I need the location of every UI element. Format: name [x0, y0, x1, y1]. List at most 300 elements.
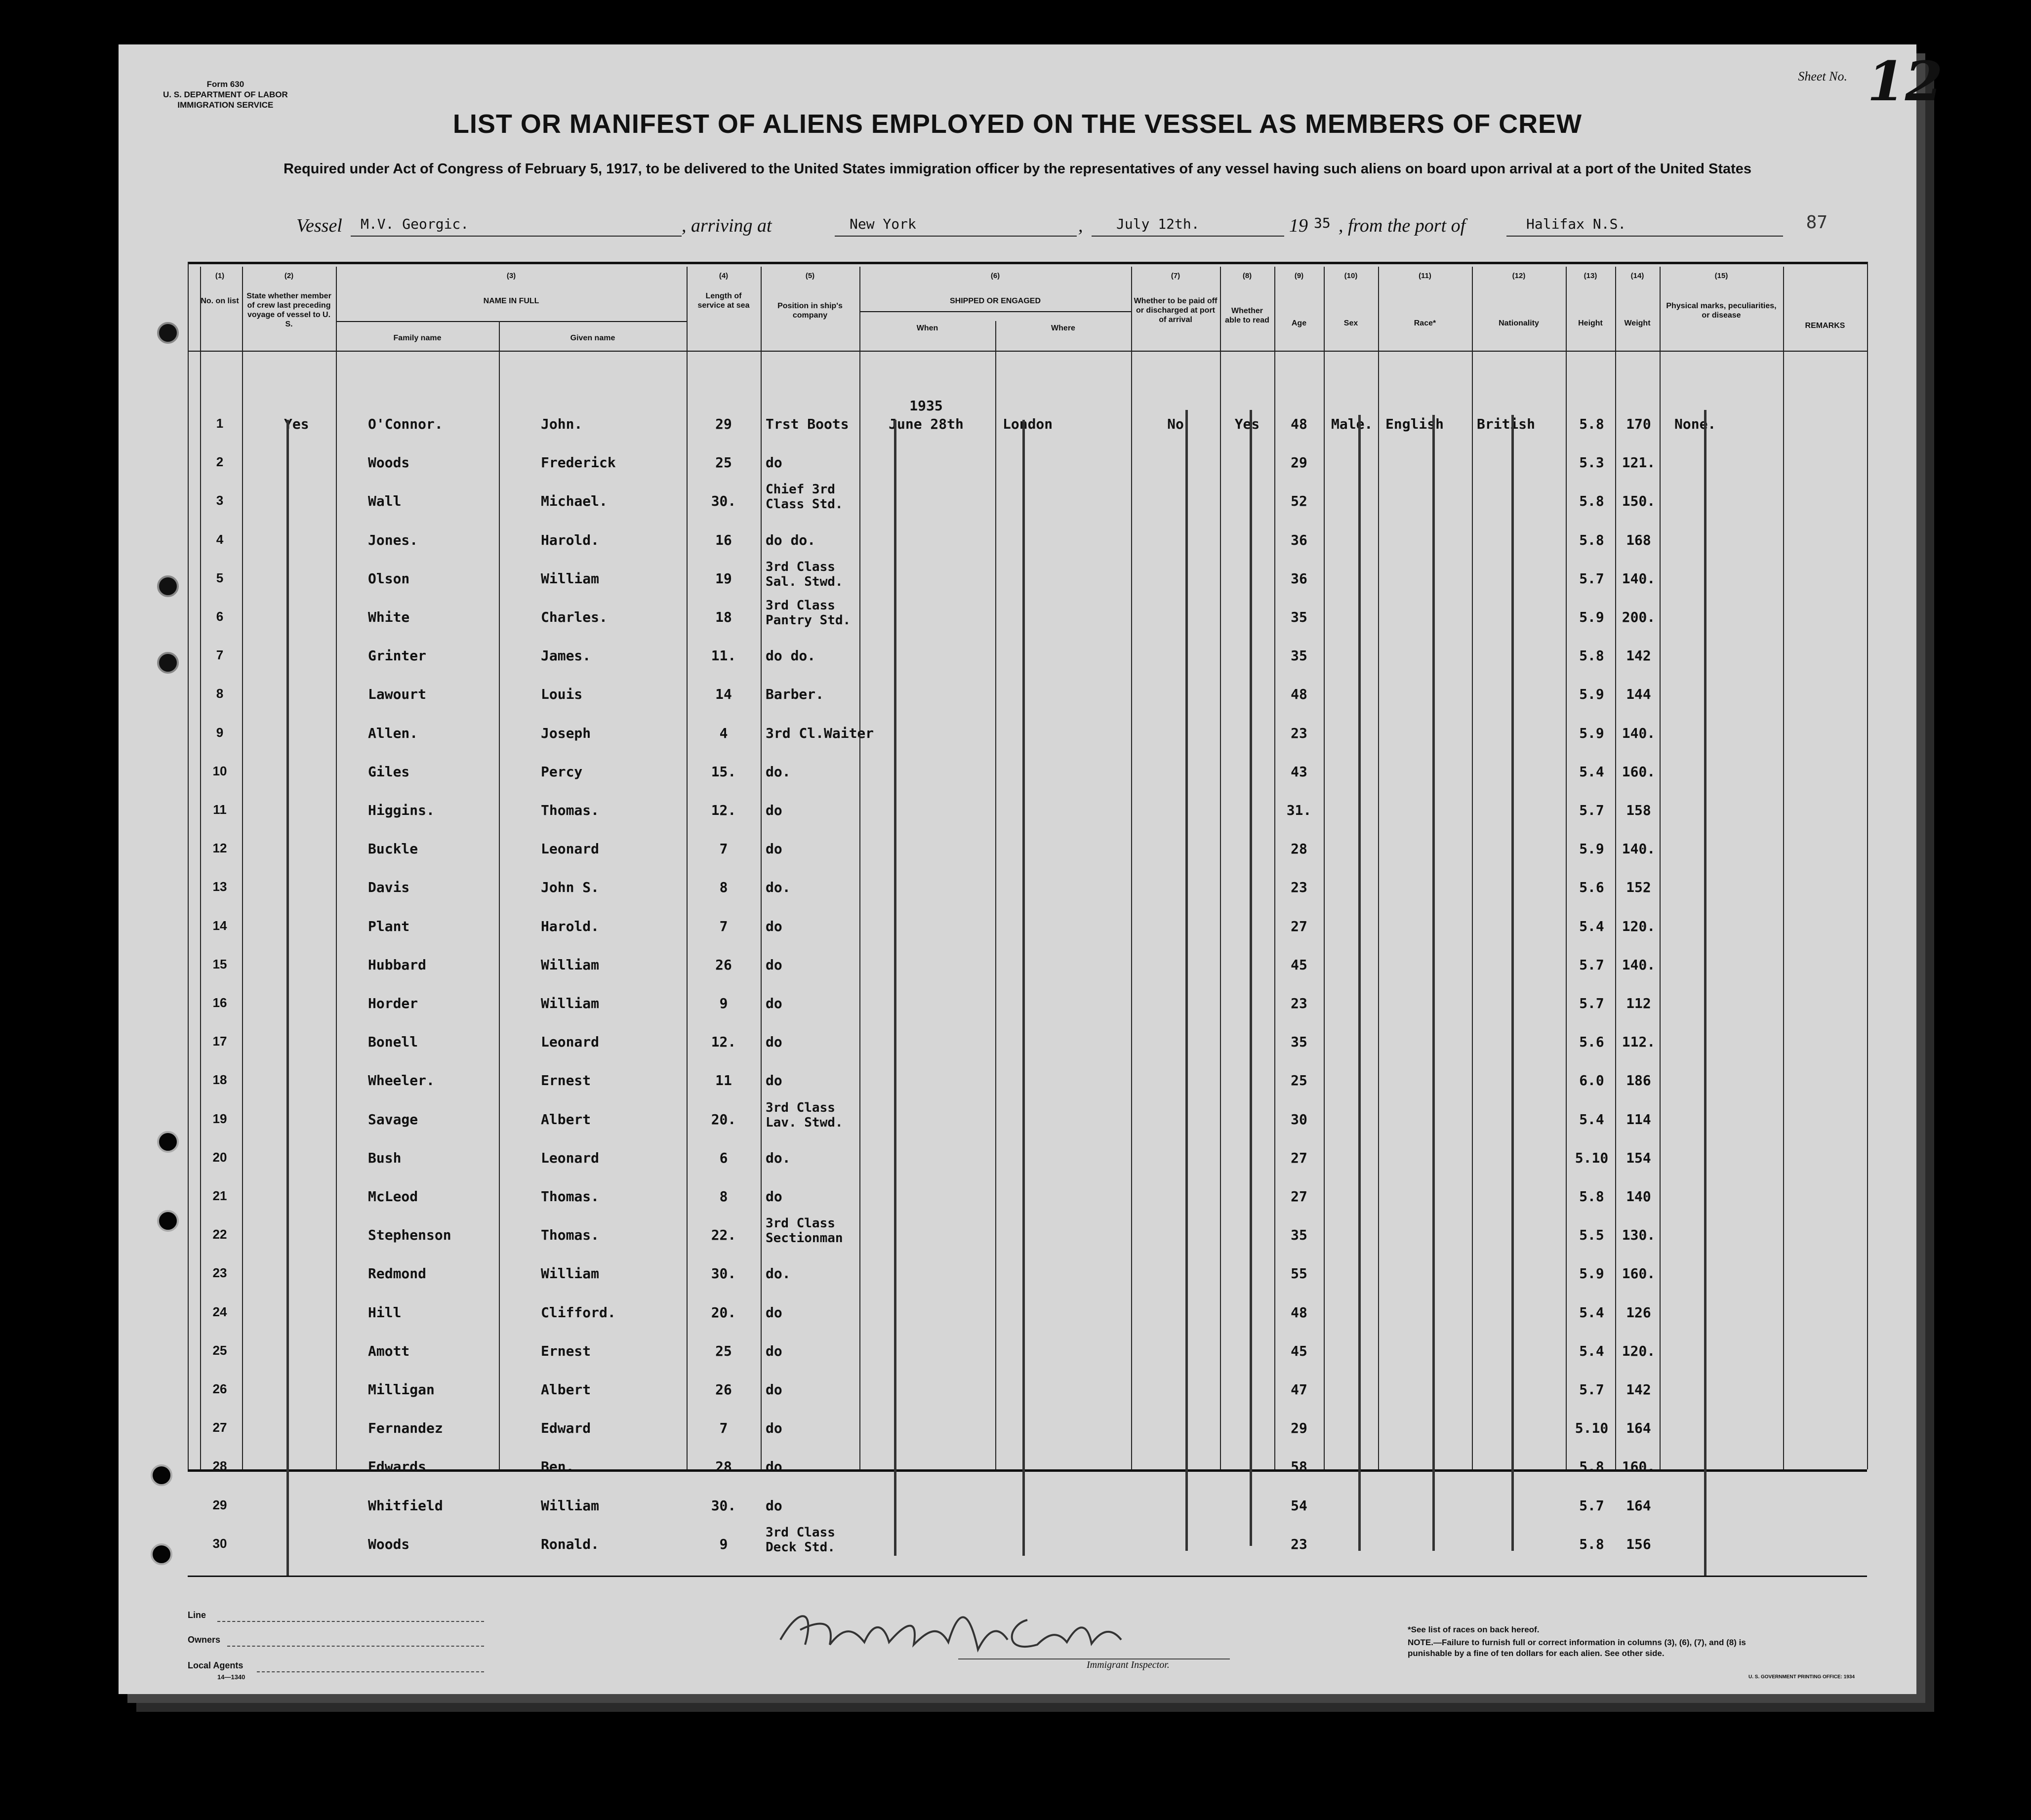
- cell-service: 7: [719, 918, 728, 934]
- cell-height: 5.8: [1579, 1536, 1604, 1552]
- cell-height: 5.9: [1579, 725, 1604, 741]
- cell-height: 5.10: [1575, 1420, 1609, 1437]
- cell-paid-off: No: [1167, 416, 1184, 432]
- cell-when: June 28th: [889, 416, 964, 432]
- vessel-info-line: Vessel M.V. Georgic. , arriving at New York , July 12th. 19 35 , from the port of Halifax N.S.: [296, 215, 1803, 240]
- cell-service: 22.: [711, 1227, 736, 1244]
- binder-hole: [157, 575, 179, 597]
- cell-height: 5.6: [1579, 879, 1604, 896]
- cell-given: Ernest: [541, 1072, 591, 1089]
- col-number-4: (4): [719, 272, 729, 280]
- cell-position: 3rd Class Sal. Stwd.: [766, 559, 843, 589]
- cell-service: 8: [719, 1188, 728, 1205]
- cell-family: Jones.: [368, 531, 418, 548]
- cell-position: do.: [766, 1265, 791, 1282]
- ditto-line-marks: [1704, 410, 1706, 1576]
- cell-weight: 112: [1626, 995, 1651, 1011]
- cell-given: William: [541, 956, 600, 973]
- cell-age: 45: [1291, 956, 1307, 973]
- binder-hole: [157, 1210, 179, 1232]
- cell-family: Milligan: [368, 1381, 435, 1398]
- cell-position: do: [766, 1342, 782, 1359]
- year-value: 35: [1314, 215, 1331, 231]
- race-note: *See list of races on back hereof.: [1408, 1625, 1540, 1634]
- column-line: [1660, 267, 1661, 1469]
- cell-weight: 140.: [1622, 570, 1656, 587]
- cell-age: 29: [1291, 454, 1307, 471]
- cell-age: 29: [1291, 1420, 1307, 1437]
- cell-given: Thomas.: [541, 802, 600, 818]
- cell-family: Davis: [368, 879, 410, 896]
- cell-position: do.: [766, 1149, 791, 1166]
- cell-position: do: [766, 1072, 782, 1089]
- cell-height: 5.8: [1579, 416, 1604, 432]
- cell-weight: 170: [1626, 416, 1651, 432]
- cell-service: 7: [719, 1420, 728, 1437]
- cell-family: Hubbard: [368, 956, 427, 973]
- arrival-date: July 12th.: [1116, 216, 1200, 232]
- cell-position: do: [766, 1381, 782, 1398]
- cell-no: 29: [212, 1497, 227, 1512]
- cell-family: Allen.: [368, 725, 418, 741]
- cell-family: Fernandez: [368, 1420, 443, 1437]
- col-number-9: (9): [1294, 272, 1304, 280]
- cell-position: Barber.: [766, 686, 824, 703]
- col-number-2: (2): [284, 272, 294, 280]
- cell-given: Thomas.: [541, 1188, 600, 1205]
- cell-given: Joseph: [541, 725, 591, 741]
- cell-no: 19: [212, 1111, 227, 1126]
- cell-age: 52: [1291, 493, 1307, 510]
- cell-family: Buckle: [368, 841, 418, 857]
- cell-family: Wall: [368, 493, 402, 510]
- cell-weight: 120.: [1622, 1342, 1656, 1359]
- column-line: [1566, 267, 1567, 1469]
- cell-given: John.: [541, 416, 583, 432]
- cell-nationality: British: [1477, 416, 1536, 432]
- cell-position: do: [766, 995, 782, 1011]
- cell-given: Percy: [541, 763, 583, 780]
- ditto-line-nationality: [1511, 415, 1514, 1551]
- cell-family: Stephenson: [368, 1227, 451, 1244]
- cell-no: 24: [212, 1304, 227, 1319]
- col-number-6: (6): [990, 272, 1000, 280]
- cell-no: 7: [216, 647, 224, 663]
- inspector-signature: [771, 1600, 1126, 1659]
- cell-height: 5.8: [1579, 647, 1604, 664]
- cell-age: 23: [1291, 879, 1307, 896]
- header-paid-off: Whether to be paid off or discharged at port of arrival: [1134, 297, 1218, 324]
- cell-position: 3rd Cl.Waiter: [766, 725, 874, 741]
- ditto-line-where: [1022, 420, 1025, 1556]
- header-when: When: [916, 324, 938, 332]
- cell-age: 35: [1291, 647, 1307, 664]
- cell-height: 5.7: [1579, 1381, 1604, 1398]
- cell-height: 5.4: [1579, 1111, 1604, 1128]
- sheet-number-block: [1798, 49, 1943, 113]
- cell-no: 23: [212, 1265, 227, 1281]
- cell-no: 26: [212, 1381, 227, 1396]
- cell-height: 5.10: [1575, 1149, 1609, 1166]
- cell-weight: 140: [1626, 1188, 1651, 1205]
- cell-height: 5.7: [1579, 802, 1604, 818]
- header-remarks: REMARKS: [1805, 322, 1845, 330]
- col-number-14: (14): [1630, 272, 1644, 280]
- form-number: Form 630: [206, 80, 244, 89]
- header-state-whether: State whether member of crew last preceding voyage of vessel to U. S.: [246, 292, 331, 328]
- cell-family: Giles: [368, 763, 410, 780]
- cell-family: Savage: [368, 1111, 418, 1128]
- cell-family: Grinter: [368, 647, 427, 664]
- cell-age: 25: [1291, 1072, 1307, 1089]
- cell-given: Harold.: [541, 918, 600, 934]
- table-top-rule: [188, 262, 1867, 264]
- cell-age: 36: [1291, 570, 1307, 587]
- cell-position: do.: [766, 763, 791, 780]
- cell-service: 9: [719, 1536, 728, 1552]
- cell-service: 11.: [711, 647, 736, 664]
- col-number-5: (5): [805, 272, 815, 280]
- col-number-15: (15): [1714, 272, 1728, 280]
- cell-no: 25: [212, 1342, 227, 1358]
- cell-weight: 152: [1626, 879, 1651, 896]
- cell-service: 4: [719, 725, 728, 741]
- column-line: [499, 321, 500, 1469]
- cell-age: 36: [1291, 531, 1307, 548]
- header-physical-marks: Physical marks, peculiarities, or disease: [1666, 302, 1777, 320]
- cell-position: do: [766, 918, 782, 934]
- cell-where: London: [1003, 416, 1053, 432]
- cell-family: Hill: [368, 1304, 402, 1321]
- cell-no: 9: [216, 725, 224, 740]
- cell-service: 8: [719, 879, 728, 896]
- cell-weight: 130.: [1622, 1227, 1656, 1244]
- cell-race: English: [1385, 416, 1444, 432]
- cell-family: White: [368, 609, 410, 625]
- cell-no: 2: [216, 454, 224, 470]
- cell-given: Frederick: [541, 454, 616, 471]
- header-length-of-service: Length of service at sea: [697, 292, 750, 310]
- cell-height: 5.3: [1579, 454, 1604, 471]
- arriving-label: , arriving at: [682, 215, 772, 236]
- cell-given: Thomas.: [541, 1227, 600, 1244]
- cell-position: do: [766, 1304, 782, 1321]
- cell-age: 48: [1291, 416, 1307, 432]
- cell-weight: 154: [1626, 1149, 1651, 1166]
- cell-family: Plant: [368, 918, 410, 934]
- cell-no: 15: [212, 956, 227, 971]
- cell-age: 58: [1291, 1458, 1307, 1475]
- cell-height: 5.7: [1579, 570, 1604, 587]
- cell-no: 3: [216, 493, 224, 508]
- cell-given: Charles.: [541, 609, 608, 625]
- departure-port: Halifax N.S.: [1526, 216, 1626, 232]
- cell-no: 8: [216, 686, 224, 701]
- cell-marks: None.: [1674, 416, 1716, 432]
- column-line: [1324, 267, 1325, 1469]
- cell-family: Bush: [368, 1149, 402, 1166]
- cell-age: 27: [1291, 1149, 1307, 1166]
- from-label: , from the port of: [1339, 215, 1466, 236]
- col-number-1: (1): [215, 272, 225, 280]
- header-weight: Weight: [1624, 319, 1651, 327]
- cell-service: 18: [715, 609, 732, 625]
- cell-service: 25: [715, 1342, 732, 1359]
- header-race: Race*: [1414, 319, 1436, 327]
- cell-family: Amott: [368, 1342, 410, 1359]
- column-line: [1220, 267, 1221, 1469]
- penalty-note: NOTE.—Failure to furnish full or correct information in columns (3), (6), (7), and (8) is punishable by a fine of ten dollars for each alien. See other side.: [1408, 1638, 1746, 1658]
- cell-position: do: [766, 1420, 782, 1437]
- cell-age: 23: [1291, 725, 1307, 741]
- binder-hole: [157, 652, 179, 674]
- cell-no: 6: [216, 609, 224, 624]
- cell-given: William: [541, 1497, 600, 1514]
- col-number-3: (3): [506, 272, 516, 280]
- form-identifier: [163, 79, 288, 110]
- cell-family: Wheeler.: [368, 1072, 435, 1089]
- column-line: [687, 267, 688, 1469]
- cell-weight: 142: [1626, 1381, 1651, 1398]
- cell-service: 29: [715, 416, 732, 432]
- cell-no: 10: [212, 763, 227, 778]
- cell-given: William: [541, 570, 600, 587]
- cell-height: 5.8: [1579, 493, 1604, 510]
- binder-hole: [157, 1131, 179, 1153]
- cell-given: John S.: [541, 879, 600, 896]
- cell-weight: 160.: [1622, 1265, 1656, 1282]
- cell-service: 15.: [711, 763, 736, 780]
- column-line: [1274, 267, 1275, 1469]
- cell-read: Yes: [1234, 416, 1260, 432]
- cell-position: do: [766, 802, 782, 818]
- cell-weight: 156: [1626, 1536, 1651, 1552]
- cell-weight: 168: [1626, 531, 1651, 548]
- cell-no: 27: [212, 1420, 227, 1435]
- cell-sex: Male.: [1331, 416, 1373, 432]
- cell-age: 55: [1291, 1265, 1307, 1282]
- cell-weight: 160.: [1622, 1458, 1656, 1475]
- cell-family: Woods: [368, 454, 410, 471]
- header-sex: Sex: [1343, 319, 1358, 327]
- cell-family: Redmond: [368, 1265, 427, 1282]
- column-line: [1131, 267, 1132, 1469]
- cell-service: 30.: [711, 1497, 736, 1514]
- col-number-12: (12): [1512, 272, 1526, 280]
- cell-weight: 112.: [1622, 1034, 1656, 1051]
- cell-weight: 140.: [1622, 841, 1656, 857]
- cell-height: 6.0: [1579, 1072, 1604, 1089]
- cell-no: 16: [212, 995, 227, 1010]
- cell-position: do: [766, 1034, 782, 1051]
- cell-no: 28: [212, 1458, 227, 1474]
- cell-age: 31.: [1286, 802, 1312, 818]
- column-line: [859, 267, 860, 1469]
- cell-service: 16: [715, 531, 732, 548]
- header-shipped-or-engaged: SHIPPED OR ENGAGED: [949, 297, 1041, 305]
- header-given-name: Given name: [570, 334, 615, 342]
- cell-height: 5.9: [1579, 609, 1604, 625]
- cell-height: 5.4: [1579, 1342, 1604, 1359]
- corner-number: 87: [1806, 212, 1828, 233]
- cell-weight: 140.: [1622, 956, 1656, 973]
- ditto-line-sex: [1358, 415, 1361, 1551]
- cell-when-year: 1935: [909, 398, 943, 414]
- cell-service: 9: [719, 995, 728, 1011]
- local-agents-label: Local Agents: [188, 1660, 244, 1670]
- cell-age: 28: [1291, 841, 1307, 857]
- cell-height: 5.4: [1579, 1304, 1604, 1321]
- col-number-10: (10): [1344, 272, 1358, 280]
- column-line: [242, 267, 243, 1469]
- cell-height: 5.5: [1579, 1227, 1604, 1244]
- cell-no: 5: [216, 570, 224, 585]
- column-line: [336, 267, 337, 1469]
- cell-height: 5.7: [1579, 956, 1604, 973]
- cell-age: 30: [1291, 1111, 1307, 1128]
- cell-position: do: [766, 454, 782, 471]
- cell-position: do: [766, 841, 782, 857]
- cell-given: Clifford.: [541, 1304, 616, 1321]
- name-subheader-rule: [336, 321, 687, 322]
- col-number-8: (8): [1242, 272, 1252, 280]
- header-able-to-read: Whether able to read: [1225, 307, 1269, 324]
- cell-given: James.: [541, 647, 591, 664]
- cell-age: 27: [1291, 1188, 1307, 1205]
- cell-service: 7: [719, 841, 728, 857]
- cell-service: 6: [719, 1149, 728, 1166]
- cell-position: do: [766, 1497, 782, 1514]
- cell-age: 47: [1291, 1381, 1307, 1398]
- cell-position: do: [766, 956, 782, 973]
- cell-height: 5.4: [1579, 918, 1604, 934]
- cell-family: McLeod: [368, 1188, 418, 1205]
- cell-height: 5.9: [1579, 1265, 1604, 1282]
- cell-weight: 164: [1626, 1497, 1651, 1514]
- line-label: Line: [188, 1610, 206, 1620]
- cell-family: Olson: [368, 570, 410, 587]
- cell-weight: 150.: [1622, 493, 1656, 510]
- cell-age: 35: [1291, 1227, 1307, 1244]
- cell-no: 11: [213, 802, 227, 817]
- cell-age: 23: [1291, 995, 1307, 1011]
- cell-weight: 144: [1626, 686, 1651, 703]
- cell-service: 11: [715, 1072, 732, 1089]
- cell-given: Ben.: [541, 1458, 574, 1475]
- cell-height: 5.6: [1579, 1034, 1604, 1051]
- page-title: LIST OR MANIFEST OF ALIENS EMPLOYED ON THE VESSEL AS MEMBERS OF CREW: [452, 109, 1583, 139]
- column-line: [1378, 267, 1379, 1469]
- cell-no: 30: [212, 1536, 227, 1551]
- cell-weight: 160.: [1622, 763, 1656, 780]
- cell-weight: 114: [1626, 1111, 1651, 1128]
- column-line: [188, 262, 189, 1469]
- cell-given: Leonard: [541, 841, 600, 857]
- cell-given: Leonard: [541, 1034, 600, 1051]
- cell-height: 5.9: [1579, 841, 1604, 857]
- sheet-label: Sheet No.: [1798, 69, 1847, 83]
- cell-service: 12.: [711, 802, 736, 818]
- cell-service: 30.: [711, 493, 736, 510]
- binder-hole: [157, 322, 179, 344]
- cell-position: Trst Boots: [766, 416, 849, 432]
- cell-age: 48: [1291, 686, 1307, 703]
- cell-position: 3rd Class Deck Std.: [766, 1525, 835, 1555]
- ditto-line-race: [1432, 415, 1435, 1551]
- cell-family: Horder: [368, 995, 418, 1011]
- cell-height: 5.7: [1579, 995, 1604, 1011]
- cell-service: 14: [715, 686, 732, 703]
- cell-service: 20.: [711, 1304, 736, 1321]
- signature-image: [771, 1600, 1126, 1659]
- cell-state: Yes: [284, 416, 309, 432]
- cell-age: 35: [1291, 609, 1307, 625]
- cell-height: 5.8: [1579, 531, 1604, 548]
- header-age: Age: [1291, 319, 1307, 327]
- cell-no: 12: [212, 841, 227, 856]
- cell-weight: 121.: [1622, 454, 1656, 471]
- cell-family: Bonell: [368, 1034, 418, 1051]
- cell-given: Albert: [541, 1111, 591, 1128]
- cell-position: do.: [766, 879, 791, 896]
- col-number-11: (11): [1419, 272, 1431, 280]
- shipped-subheader-rule: [859, 311, 1131, 312]
- cell-position: 3rd Class Pantry Std.: [766, 598, 851, 628]
- ditto-line-when: [894, 420, 896, 1556]
- cell-height: 5.8: [1579, 1188, 1604, 1205]
- sheet-number: 12: [1867, 49, 1943, 113]
- cell-age: 23: [1291, 1536, 1307, 1552]
- cell-service: 26: [715, 1381, 732, 1398]
- ditto-line-paid-off: [1185, 410, 1188, 1551]
- header-no-on-list: No. on list: [201, 297, 239, 305]
- cell-weight: 126: [1626, 1304, 1651, 1321]
- cell-given: Edward: [541, 1420, 591, 1437]
- cell-given: Ronald.: [541, 1536, 600, 1552]
- col-number-7: (7): [1171, 272, 1180, 280]
- cell-no: 22: [212, 1227, 227, 1242]
- form-code: 14—1340: [217, 1673, 245, 1681]
- cell-age: 27: [1291, 918, 1307, 934]
- department-name: U. S. DEPARTMENT OF LABOR: [163, 90, 288, 99]
- cell-weight: 158: [1626, 802, 1651, 818]
- cell-height: 5.4: [1579, 763, 1604, 780]
- cell-weight: 142: [1626, 647, 1651, 664]
- cell-no: 14: [212, 918, 227, 933]
- cell-family: Higgins.: [368, 802, 435, 818]
- vessel-name: M.V. Georgic.: [361, 216, 469, 232]
- page-subtitle: Required under Act of Congress of February 5, 1917, to be delivered to the United States immigration officer by the representatives of any vessel having such aliens on board upon arrival at a port of the United States: [283, 161, 1752, 177]
- cell-height: 5.7: [1579, 1497, 1604, 1514]
- header-nationality: Nationality: [1499, 319, 1539, 327]
- cell-service: 25: [715, 454, 732, 471]
- manifest-sheet: [119, 44, 1943, 1694]
- cell-given: William: [541, 1265, 600, 1282]
- column-line: [1783, 267, 1784, 1469]
- service-name: IMMIGRATION SERVICE: [177, 100, 274, 110]
- ditto-line-state: [286, 420, 289, 1576]
- header-where: Where: [1051, 324, 1075, 332]
- cell-service: 20.: [711, 1111, 736, 1128]
- column-line: [761, 267, 762, 1469]
- cell-given: William: [541, 995, 600, 1011]
- cell-no: 4: [216, 531, 224, 547]
- footer-rule: [188, 1576, 1867, 1577]
- column-line: [200, 267, 201, 1469]
- cell-service: 28: [715, 1458, 732, 1475]
- header-height: Height: [1578, 319, 1603, 327]
- cell-position: do: [766, 1188, 782, 1205]
